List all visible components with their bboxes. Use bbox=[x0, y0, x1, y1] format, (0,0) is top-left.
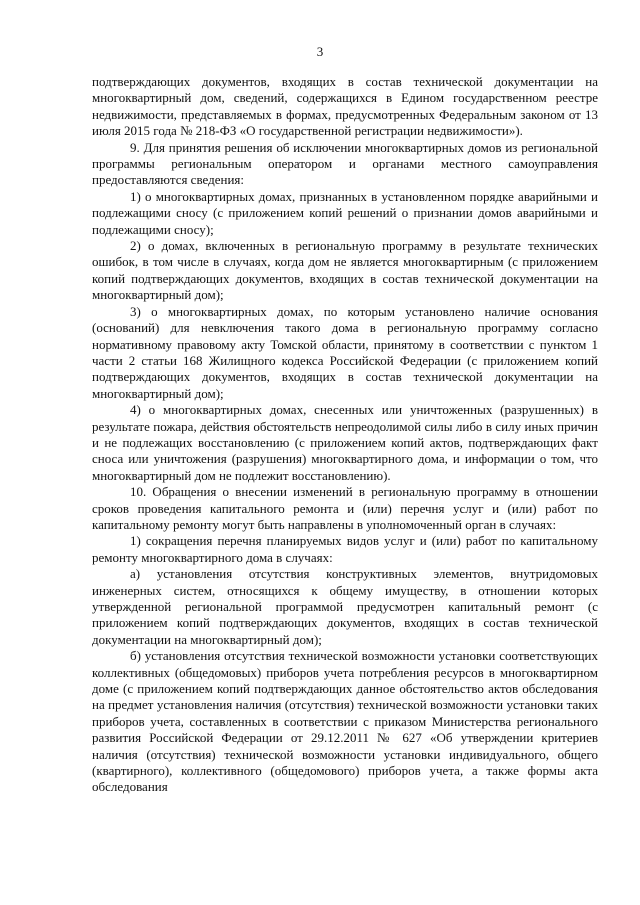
paragraph-continuation: подтверждающих документов, входящих в состав технической документации на многоквартирный дом, сведений, содержащихся в Едином государственном реестре недвижимости, представляемых в формах, предусмотренных Федеральным законом от 13 июля 2015 года № 218-ФЗ «О государственной регистрации недвижимости»). bbox=[92, 74, 598, 139]
paragraph-item-9-1: 1) о многоквартирных домах, признанных в установленном порядке аварийными и подлежащими сносу (с приложением копий решений о признании домов аварийными и подлежащими сносу); bbox=[92, 188, 598, 237]
page-number: 3 bbox=[316, 44, 324, 59]
paragraph-clause-9: 9. Для принятия решения об исключении многоквартирных домов из региональной программы региональным оператором и органами местного самоуправления предоставляются сведения: bbox=[92, 139, 598, 188]
document-body bbox=[92, 74, 598, 796]
paragraph-item-9-4: 4) о многоквартирных домах, снесенных или уничтоженных (разрушенных) в результате пожара, действия обстоятельств непреодолимой силы либо в силу иных причин и не подлежащих восстановлению (с приложением копий актов, подтверждающих факт сноса или уничтожения (разрушения) многоквартирного дома, и информации о том, что многоквартирный дом не подлежит восстановлению). bbox=[92, 402, 598, 483]
paragraph-item-9-3: 3) о многоквартирных домах, по которым установлено наличие основания (оснований) для невключения такого дома в региональную программу согласно нормативному правовому акту Томской области, принятому в соответствии с пунктом 1 части 2 статьи 168 Жилищного кодекса Российской Федерации (с приложением копий подтверждающих документов, входящих в состав технической документации на многоквартирный дом); bbox=[92, 303, 598, 401]
paragraph-subitem-b: б) установления отсутствия технической возможности установки соответствующих коллективных (общедомовых) приборов учета потребления ресурсов в многоквартирном доме (с приложением копий подтверждающих данное обстоятельство актов обследования на предмет установления наличия (отсутствия) технической возможности установки таких приборов учета, составленных в соответствии с приказом Министерства регионального развития Российской Федерации от 29.12.2011 № 627 «Об утверждении критериев наличия (отсутствия) технической возможности установки индивидуального, общего (квартирного), коллективного (общедомового) приборов учета, а также формы акта обследования bbox=[92, 648, 598, 795]
paragraph-item-9-2: 2) о домах, включенных в региональную программу в результате технических ошибок, в том числе в случаях, когда дом не является многоквартирным (с приложением копий подтверждающих документов, входящих в состав технической документации на многоквартирный дом); bbox=[92, 238, 598, 303]
paragraph-clause-10: 10. Обращения о внесении изменений в региональную программу в отношении сроков проведения капитального ремонта и (или) перечня услуг и (или) работ по капитальному ремонту могут быть направлены в уполномоченный орган в случаях: bbox=[92, 484, 598, 532]
paragraph-subitem-a: а) установления отсутствия конструктивных элементов, внутридомовых инженерных систем, относящихся к общему имуществу, в отношении которых утвержденной региональной программой предусмотрен капитальный ремонт (с приложением копий подтверждающих документов, входящих в состав технической документации на многоквартирный дом); bbox=[92, 566, 598, 647]
paragraph-item-10-1: 1) сокращения перечня планируемых видов услуг и (или) работ по капитальному ремонту многоквартирного дома в случаях: bbox=[92, 533, 598, 565]
